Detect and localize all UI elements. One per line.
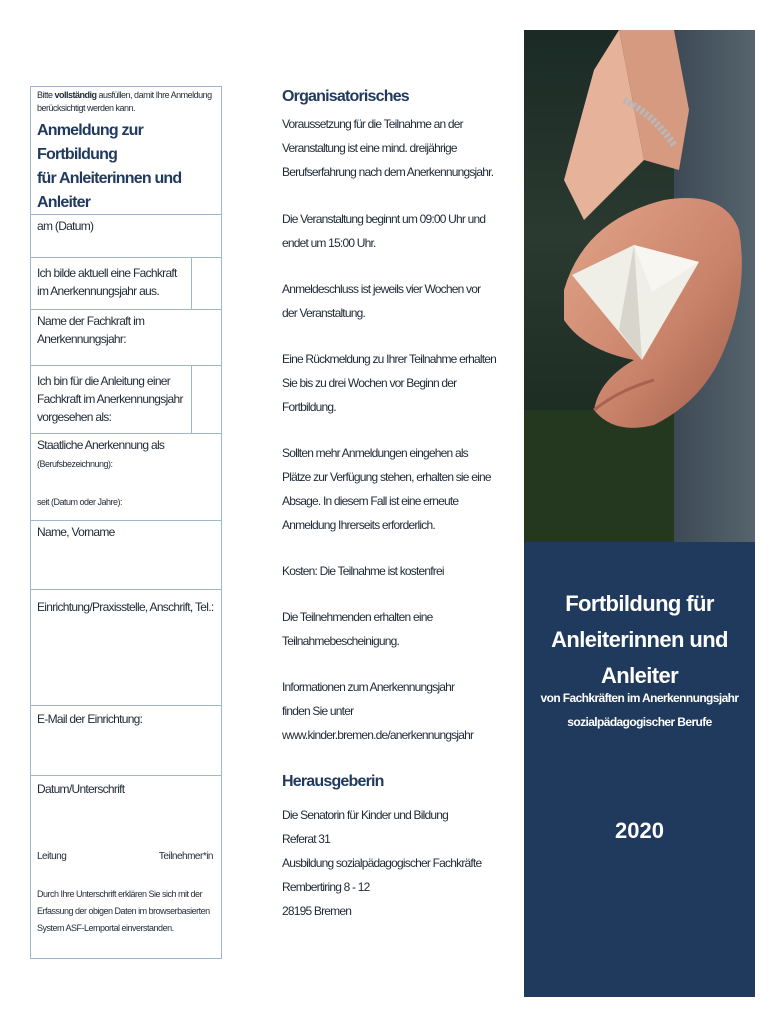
- info-certificate: Die Teilnehmenden erhalten eine Teilnahmebescheinigung.: [282, 610, 433, 648]
- date-field[interactable]: am (Datum): [31, 215, 221, 258]
- form-title: Anmeldung zur Fortbildung für Anleiterinnen und Anleiter: [37, 122, 182, 211]
- info-column: [282, 88, 497, 923]
- cover-photo: [524, 30, 755, 542]
- cover-panel: [524, 542, 755, 997]
- cover-year: 2020: [615, 818, 664, 843]
- publisher-address: Die Senatorin für Kinder und Bildung Referat 31 Ausbildung sozialpädagogischer Fachkräfte Rembertiring 8 - 12 28195 Bremen: [282, 808, 482, 918]
- registration-form: [30, 86, 222, 959]
- consent-text: Durch Ihre Unterschrift erklären Sie sich mit der Erfassung der obigen Daten im browserbasierten System ASF-Lernportal einverstanden.: [37, 889, 210, 933]
- institution-field[interactable]: Einrichtung/Praxisstelle, Anschrift, Tel.:: [31, 590, 221, 706]
- info-time: Die Veranstaltung beginnt um 09:00 Uhr und endet um 15:00 Uhr.: [282, 212, 486, 250]
- cover-title: Fortbildung für Anleiterinnen und Anleiter: [551, 591, 728, 688]
- publisher-heading: Herausgeberin: [282, 773, 384, 790]
- form-header: [31, 87, 221, 215]
- name-field[interactable]: Name, Vorname: [31, 521, 221, 590]
- planned-checkbox[interactable]: [191, 366, 221, 433]
- trainee-name-field[interactable]: Name der Fachkraft im Anerkennungsjahr:: [31, 310, 221, 366]
- info-overbooking: Sollten mehr Anmeldungen eingehen als Plätze zur Verfügung stehen, erhalten sie eine Absage. In diesem Fall ist eine erneute Anmeldung Ihrerseits erforderlich.: [282, 446, 491, 532]
- info-feedback: Eine Rückmeldung zu Ihrer Teilnahme erhalten Sie bis zu drei Wochen vor Beginn der Fortbildung.: [282, 352, 497, 414]
- hand-paper-plane-image: [524, 30, 755, 542]
- info-costs: Kosten: Die Teilnahme ist kostenfrei: [282, 564, 444, 578]
- info-deadline: Anmeldeschluss ist jeweils vier Wochen vor der Veranstaltung.: [282, 282, 481, 320]
- recognition-field[interactable]: Staatliche Anerkennung als (Berufsbezeichnung): seit (Datum oder Jahre):: [31, 434, 221, 521]
- signature-leitung: Leitung: [37, 851, 67, 862]
- since-label: seit (Datum oder Jahre):: [37, 497, 123, 507]
- info-link-block: Informationen zum Anerkennungsjahr finden Sie unter www.kinder.bremen.de/anerkennungsjahr: [282, 675, 497, 747]
- info-link[interactable]: www.kinder.bremen.de/anerkennungsjahr: [282, 728, 474, 742]
- signature-participant: Teilnehmer*in: [158, 851, 213, 862]
- info-heading: Organisatorisches: [282, 88, 409, 105]
- cover-subtitle: von Fachkräften im Anerkennungsjahr sozialpädagogischer Berufe: [540, 691, 739, 729]
- signature-field[interactable]: Datum/Unterschrift Leitung Teilnehmer*in Durch Ihre Unterschrift erklären Sie sich mit der Erfassung der obigen Daten im browserbasierten System ASF-Lernportal einverstanden.: [31, 776, 221, 958]
- trainee-checkbox-row: Ich bilde aktuell eine Fachkraft im Anerkennungsjahr aus.: [31, 258, 221, 310]
- trainee-checkbox[interactable]: [191, 258, 221, 309]
- info-prerequisite: Voraussetzung für die Teilnahme an der Veranstaltung ist eine mind. dreijährige Berufserfahrung nach dem Anerkennungsjahr.: [282, 117, 494, 179]
- email-field[interactable]: E-Mail der Einrichtung:: [31, 706, 221, 776]
- planned-checkbox-row: Ich bin für die Anleitung einer Fachkraft im Anerkennungsjahr vorgesehen als:: [31, 366, 221, 434]
- form-intro: Bitte vollständig ausfüllen, damit Ihre Anmeldung berücksichtigt werden kann.: [37, 90, 212, 113]
